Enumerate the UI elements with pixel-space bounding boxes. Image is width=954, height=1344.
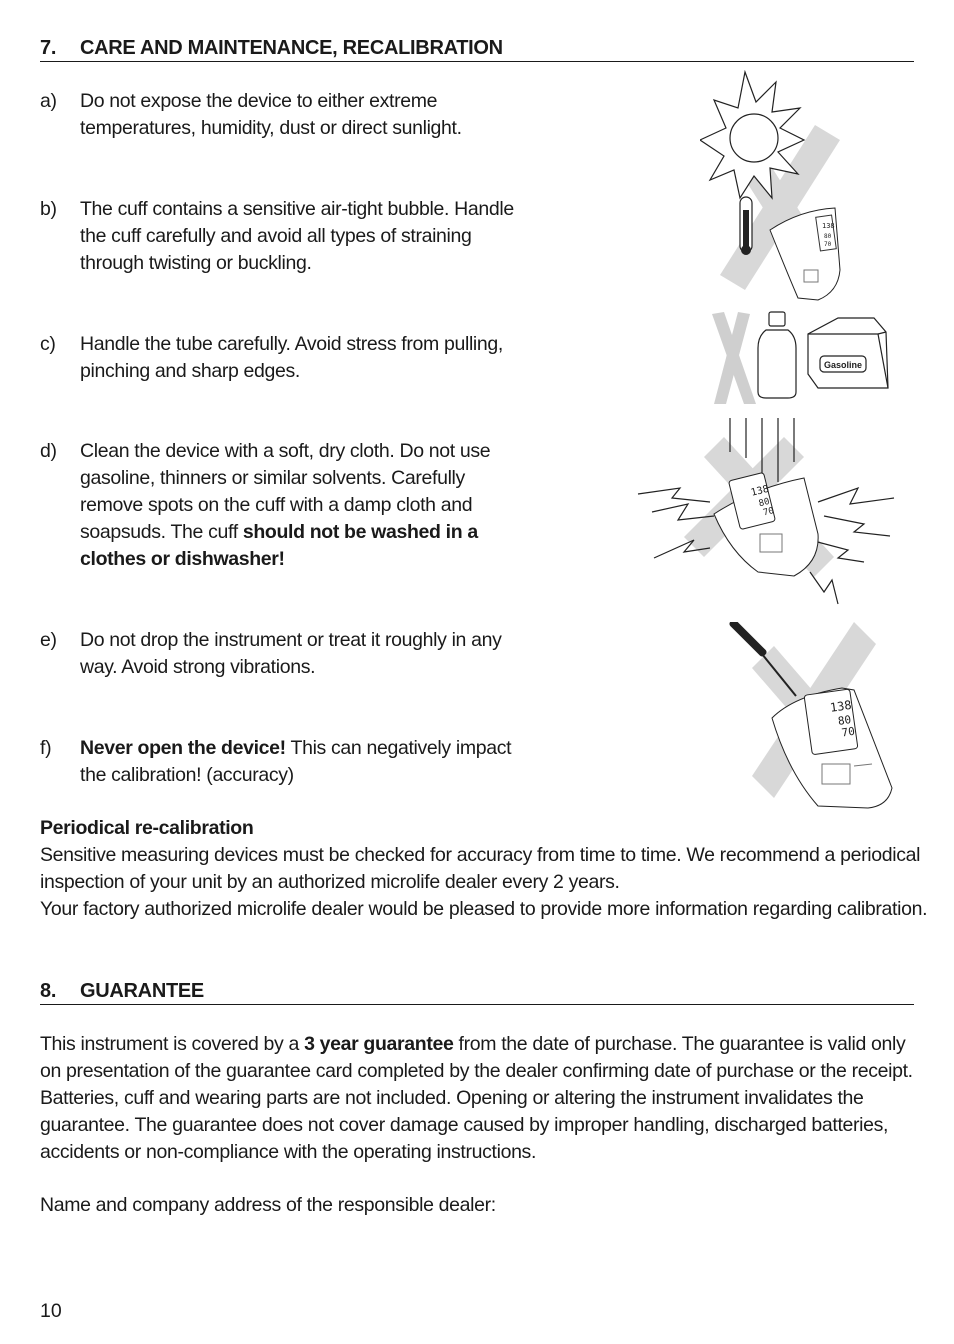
display-diastolic: 80	[824, 233, 832, 240]
guarantee-line: on presentation of the guarantee card completed by the dealer confirming date of purchase or the receipt.	[40, 1060, 913, 1082]
never-open-device-illustration	[722, 622, 898, 812]
no-sunlight-heat-illustration	[700, 70, 850, 305]
blood-pressure-monitor-icon	[714, 472, 818, 576]
gasoline-can-icon	[808, 318, 888, 388]
care-item-f	[40, 735, 520, 789]
guarantee-bold: 3 year guarantee	[304, 1033, 454, 1055]
recalibration-block	[40, 815, 930, 923]
guarantee-line	[40, 1031, 930, 1058]
section-title: GUARANTEE	[80, 980, 204, 1002]
item-letter: b)	[40, 198, 57, 220]
item-letter: c)	[40, 333, 56, 355]
blood-pressure-monitor-icon	[772, 688, 892, 808]
display-diastolic: 80	[837, 713, 853, 728]
display-pulse: 70	[840, 724, 856, 740]
item-line: way. Avoid strong vibrations.	[80, 656, 316, 678]
care-item-a	[40, 88, 520, 142]
care-item-e	[40, 627, 520, 681]
display-pulse: 70	[824, 241, 832, 248]
dealer-label-text: Name and company address of the responsible dealer:	[40, 1194, 496, 1216]
recalibration-title: Periodical re-calibration	[40, 817, 254, 839]
display-diastolic: 80	[757, 496, 771, 510]
item-warning-bold: clothes or dishwasher!	[80, 548, 285, 570]
item-letter: a)	[40, 90, 57, 112]
display-systolic: 138	[829, 697, 853, 715]
item-line	[80, 735, 520, 762]
item-letter: d)	[40, 440, 57, 462]
guarantee-text: This instrument is covered by a	[40, 1033, 305, 1055]
guarantee-line: Batteries, cuff and wearing parts are not included. Opening or altering the instrument invalidates the	[40, 1087, 864, 1109]
gasoline-label: Gasoline	[823, 360, 863, 370]
item-warning-bold: should not be washed in a	[242, 521, 478, 543]
page-number: 10	[40, 1300, 62, 1322]
item-line: temperatures, humidity, dust or direct sunlight.	[80, 117, 462, 139]
item-line	[80, 519, 520, 546]
item-warning-bold: Never open the device!	[80, 737, 286, 759]
bottle-icon	[758, 312, 796, 398]
display-systolic: 138	[749, 483, 771, 499]
section-title: CARE AND MAINTENANCE, RECALIBRATION	[80, 37, 503, 59]
item-letter: e)	[40, 629, 57, 651]
dealer-address-label	[40, 1192, 930, 1219]
item-line: Do not expose the device to either extreme	[80, 90, 438, 112]
care-item-d	[40, 438, 520, 573]
display-pulse: 70	[762, 506, 776, 519]
recalibration-line: Your factory authorized microlife dealer would be pleased to provide more information regarding calibration.	[40, 898, 928, 920]
guarantee-paragraph	[40, 1031, 930, 1166]
section-number: 8.	[40, 980, 57, 1002]
item-text: This can negatively impact	[285, 737, 512, 759]
guarantee-line: accidents or non-compliance with the operating instructions.	[40, 1141, 537, 1163]
item-line: Do not drop the instrument or treat it roughly in any	[80, 629, 502, 651]
item-line: the calibration! (accuracy)	[80, 764, 294, 786]
item-line: Clean the device with a soft, dry cloth. Do not use	[80, 440, 491, 462]
item-line: remove spots on the cuff with a damp cloth and	[80, 494, 473, 516]
section-number: 7.	[40, 37, 57, 59]
display-systolic: 138	[822, 222, 835, 230]
care-item-b	[40, 196, 520, 277]
no-solvents-illustration	[708, 308, 898, 408]
item-text: soapsuds. The cuff	[80, 521, 243, 543]
item-letter: f)	[40, 737, 52, 759]
thermometer-icon	[740, 197, 752, 255]
item-line: Handle the tube carefully. Avoid stress from pulling,	[80, 333, 503, 355]
item-line: the cuff carefully and avoid all types of straining	[80, 225, 472, 247]
section-8-heading	[40, 979, 914, 1005]
section-7-heading	[40, 36, 914, 62]
guarantee-text: from the date of purchase. The guarantee is valid only	[453, 1033, 906, 1055]
item-line: The cuff contains a sensitive air-tight bubble. Handle	[80, 198, 514, 220]
no-water-illustration	[634, 412, 898, 608]
cross-out-mark	[712, 312, 756, 404]
guarantee-line: guarantee. The guarantee does not cover damage caused by improper handling, discharged batteries,	[40, 1114, 889, 1136]
item-line: gasoline, thinners or similar solvents. Carefully	[80, 467, 465, 489]
recalibration-line: inspection of your unit by an authorized microlife dealer every 2 years.	[40, 871, 620, 893]
item-line: through twisting or buckling.	[80, 252, 312, 274]
item-line	[80, 546, 520, 573]
care-item-c	[40, 331, 520, 385]
item-line: pinching and sharp edges.	[80, 360, 301, 382]
recalibration-line: Sensitive measuring devices must be checked for accuracy from time to time. We recommend a periodical	[40, 844, 921, 866]
